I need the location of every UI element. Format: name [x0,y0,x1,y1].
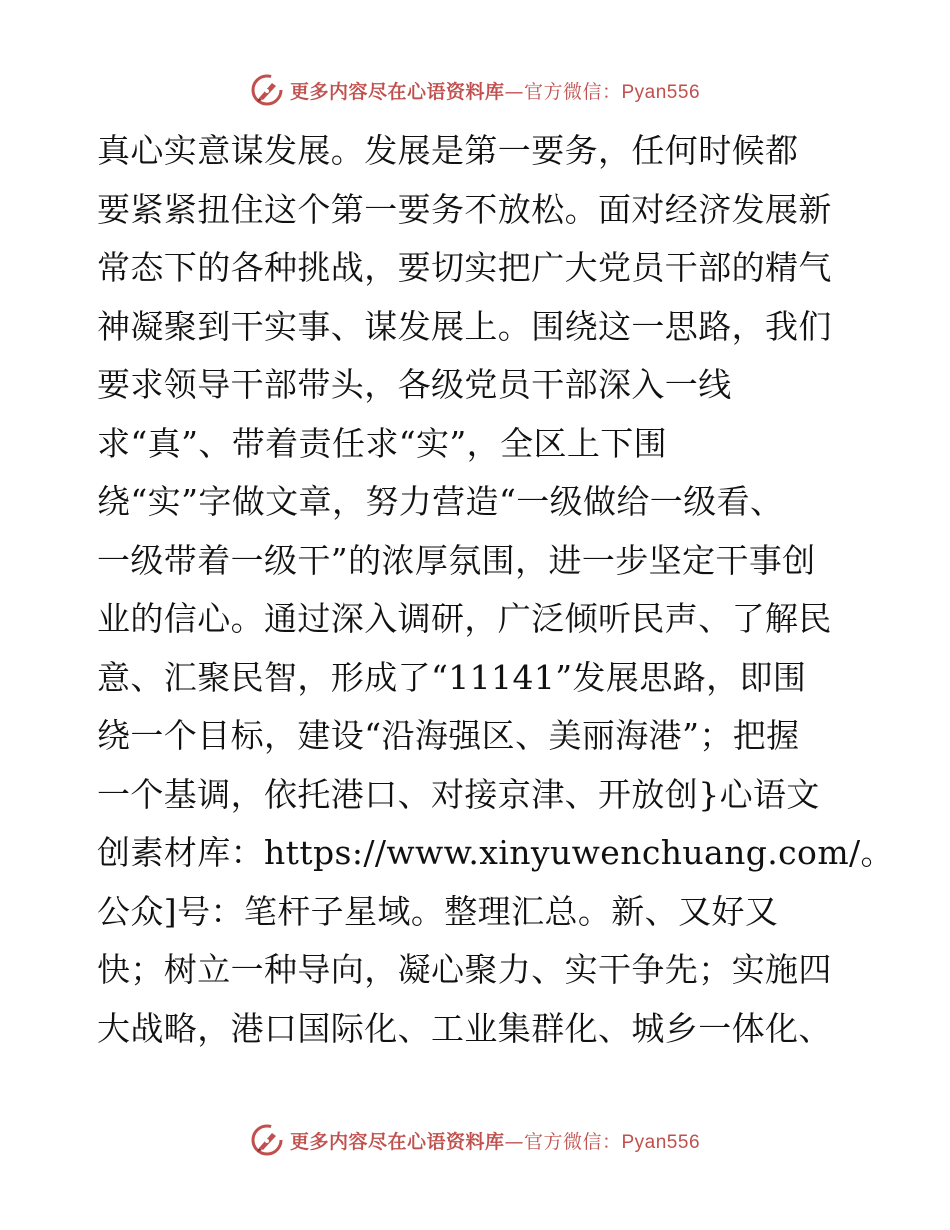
header-banner-text [290,77,700,104]
pen-logo-icon [250,73,284,107]
header-wechat-id: Pyan556 [621,81,701,103]
body-line: 绕一个目标，建设“沿海强区、美丽海港”；把握 [97,716,800,755]
header-banner [0,70,950,110]
body-line: 要紧紧扭住这个第一要务不放松。面对经济发展新 [97,189,832,229]
body-line: 公众]号：笔杆子星域。整理汇总。新、又好又 [97,891,779,931]
body-line: 业的信心。通过深入调研，广泛倾听民声、了解民 [97,599,832,638]
footer-wechat-label: 官方微信： [523,1130,622,1153]
footer-banner-text [290,1127,700,1154]
footer-wechat-id: Pyan556 [621,1131,701,1153]
body-line: 常态下的各种挑战，要切实把广大党员干部的精气 [97,248,832,287]
body-line: 一级带着一级干”的浓厚氛围，进一步坚定干事创 [97,540,816,580]
header-wechat-label: 官方微信： [523,80,622,103]
footer-banner-separator: — [504,1130,524,1153]
body-line: 绕“实”字做文章，努力营造“一级做给一级看、 [97,482,784,521]
body-line: 一个基调，依托港口、对接京津、开放创}心语文 [97,774,820,814]
body-line: 创素材库：https://www.xinyuwenchuang.com/。 [97,833,894,872]
body-line: 要求领导干部带头，各级党员干部深入一线 [97,365,732,404]
header-banner-main: 更多内容尽在心语资料库 [289,80,505,103]
pen-logo-icon [250,1123,284,1157]
document-body [97,122,894,1058]
body-line: 意、汇聚民智，形成了“11141”发展思路，即围 [97,657,807,697]
body-line: 求“真”、带着责任求“实”，全区上下围 [97,423,668,463]
footer-banner [0,1120,950,1160]
body-line: 快；树立一种导向，凝心聚力、实干争先；实施四 [97,950,832,989]
footer-banner-main: 更多内容尽在心语资料库 [289,1130,505,1153]
body-line: 真心实意谋发展。发展是第一要务，任何时候都 [97,131,799,170]
header-banner-separator: — [504,80,524,103]
body-line: 大战略，港口国际化、工业集群化、城乡一体化、 [97,1008,832,1048]
body-line: 神凝聚到干实事、谋发展上。围绕这一思路，我们 [97,306,832,346]
